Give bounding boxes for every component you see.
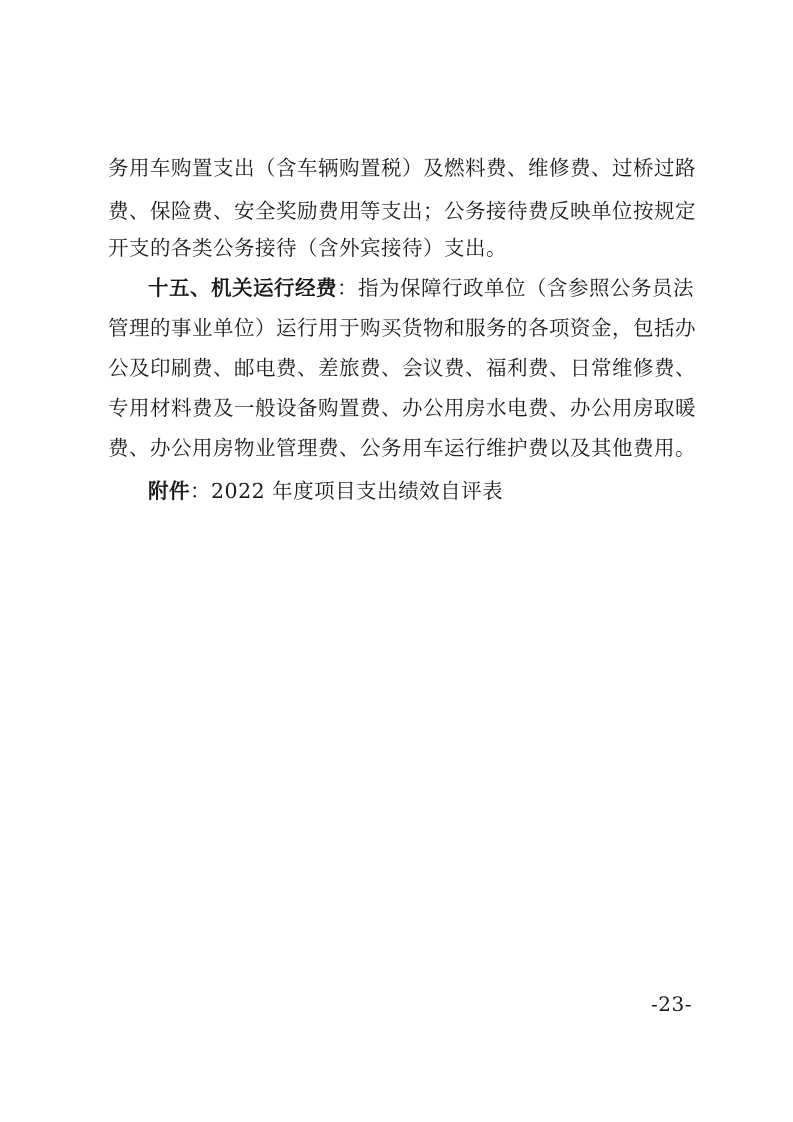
attachment-line — [148, 475, 693, 507]
paragraph-line: 务用车购置支出（含车辆购置税）及燃料费、维修费、过桥过路 — [108, 156, 696, 180]
attachment-label: 附件 — [148, 479, 190, 503]
paragraph-line: 费、办公用房物业管理费、公务用车运行维护费以及其他费用。 — [108, 436, 696, 460]
paragraph-line: 公及印刷费、邮电费、差旅费、会议费、福利费、日常维修费、 — [108, 356, 696, 380]
paragraph-line: 管理的事业单位）运行用于购买货物和服务的各项资金，包括办 — [108, 316, 696, 340]
paragraph-line — [148, 272, 693, 304]
paragraph-line: 费、保险费、安全奖励费用等支出；公务接待费反映单位按规定 — [108, 199, 696, 223]
page-number: -23- — [651, 992, 692, 1016]
paragraph-line: 开支的各类公务接待（含外宾接待）支出。 — [108, 236, 507, 260]
attachment-text: ：2022 年度项目支出绩效自评表 — [190, 479, 504, 503]
section-heading: 十五、机关运行经费 — [148, 276, 337, 300]
paragraph-line: 专用材料费及一般设备购置费、办公用房水电费、办公用房取暖 — [108, 396, 696, 420]
section-text: ：指为保障行政单位（含参照公务员法 — [337, 276, 694, 300]
